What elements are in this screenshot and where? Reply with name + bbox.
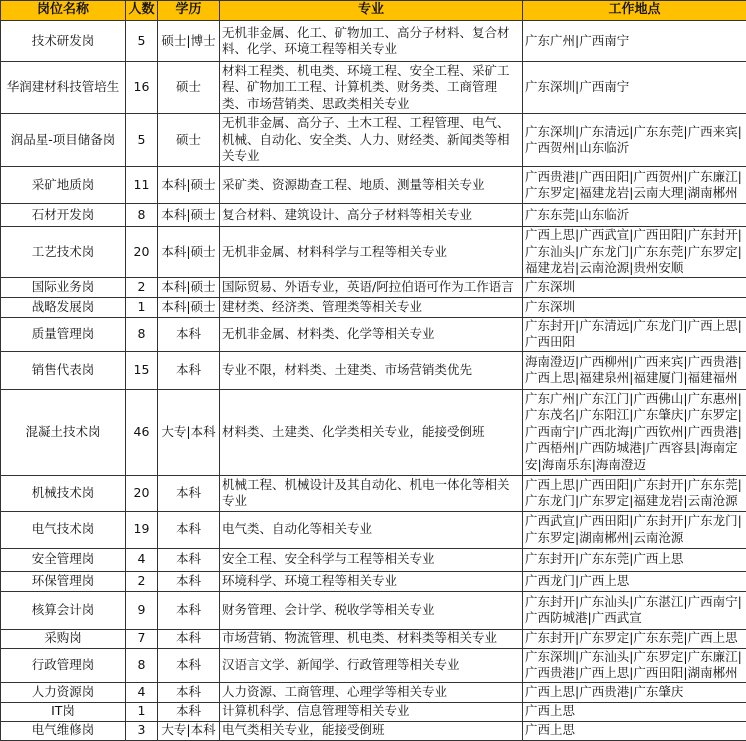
table-row	[1, 591, 746, 629]
count-cell: 8	[126, 204, 158, 227]
count-cell: 2	[126, 571, 158, 591]
position-cell: 石材开发岗	[1, 204, 126, 227]
location-cell: 广东封开|广东东莞|广西上思	[523, 548, 746, 571]
count-cell: 1	[126, 297, 158, 317]
major-cell: 材料工程类、机电类、环境工程、安全工程、采矿工程、矿物加工工程、计算机类、财务类、工商管理类、市场营销类、思政类相关专业	[220, 62, 523, 114]
header-position: 岗位名称	[1, 1, 126, 21]
position-cell: 战略发展岗	[1, 297, 126, 317]
count-cell: 20	[126, 227, 158, 278]
location-cell: 广东封开|广东罗定|广东东莞|广西上思	[523, 629, 746, 648]
education-cell: 本科	[158, 317, 220, 351]
education-cell: 本科	[158, 629, 220, 648]
count-cell: 5	[126, 114, 158, 167]
education-cell: 硕士	[158, 62, 220, 114]
header-education: 学历	[158, 1, 220, 21]
major-cell: 电气类、自动化等相关专业	[220, 511, 523, 548]
location-cell: 广东东莞|山东临沂	[523, 204, 746, 227]
location-cell: 广西上思|广西武宣|广西田阳|广东封开|广东汕头|广东龙门|广东东莞|广东罗定|福建龙岩|云南沧源|贵州安顺	[523, 227, 746, 278]
major-cell: 复合材料、建筑设计、高分子材料等相关专业	[220, 204, 523, 227]
education-cell: 大专|本科	[158, 721, 220, 740]
position-cell: 混凝土技术岗	[1, 389, 126, 475]
position-cell: 核算会计岗	[1, 591, 126, 629]
count-cell: 16	[126, 62, 158, 114]
table-row	[1, 227, 746, 278]
education-cell: 本科	[158, 648, 220, 682]
table-row	[1, 571, 746, 591]
table-row	[1, 62, 746, 114]
position-cell: 机械技术岗	[1, 475, 126, 511]
table-row	[1, 21, 746, 62]
major-cell: 无机非金属、材料类、化学等相关专业	[220, 317, 523, 351]
count-cell: 8	[126, 648, 158, 682]
table-row	[1, 277, 746, 297]
table-row	[1, 648, 746, 682]
education-cell: 本科	[158, 548, 220, 571]
major-cell: 财务管理、会计学、税收学等相关专业	[220, 591, 523, 629]
count-cell: 8	[126, 317, 158, 351]
position-cell: 技术研发岗	[1, 21, 126, 62]
education-cell: 本科	[158, 682, 220, 702]
position-cell: 销售代表岗	[1, 351, 126, 389]
major-cell: 人力资源、工商管理、心理学等相关专业	[220, 682, 523, 702]
major-cell: 专业不限，材料类、土建类、市场营销类优先	[220, 351, 523, 389]
major-cell: 汉语言文学、新闻学、行政管理等相关专业	[220, 648, 523, 682]
table-row	[1, 389, 746, 475]
table-row	[1, 204, 746, 227]
education-cell: 本科	[158, 511, 220, 548]
count-cell: 1	[126, 702, 158, 721]
location-cell: 广西上思	[523, 702, 746, 721]
count-cell: 7	[126, 629, 158, 648]
header-location: 工作地点	[523, 1, 746, 21]
location-cell: 广西武宣|广西田阳|广东封开|广东龙门|广东罗定|湖南郴州|云南沧源	[523, 511, 746, 548]
education-cell: 本科|硕士	[158, 227, 220, 278]
position-cell: IT岗	[1, 702, 126, 721]
table-row	[1, 682, 746, 702]
position-cell: 国际业务岗	[1, 277, 126, 297]
location-cell: 广西上思|广西贵港|广东肇庆	[523, 682, 746, 702]
major-cell: 电气类相关专业，能接受倒班	[220, 721, 523, 740]
location-cell: 广东封开|广东汕头|广东湛江|广西南宁|广西防城港|广西武宣	[523, 591, 746, 629]
major-cell: 采矿类、资源勘查工程、地质、测量等相关专业	[220, 167, 523, 204]
count-cell: 11	[126, 167, 158, 204]
location-cell: 广西上思	[523, 721, 746, 740]
major-cell: 机械工程、机械设计及其自动化、机电一体化等相关专业	[220, 475, 523, 511]
count-cell: 46	[126, 389, 158, 475]
position-cell: 环保管理岗	[1, 571, 126, 591]
position-cell: 人力资源岗	[1, 682, 126, 702]
position-cell: 质量管理岗	[1, 317, 126, 351]
location-cell: 广东广州|广东江门|广西佛山|广东惠州|广东茂名|广东阳江|广东肇庆|广东罗定|广西南宁|广西北海|广西钦州|广西贵港|广西梧州|广西防城港|广西容县|海南定安|海南乐东|海南澄迈	[523, 389, 746, 475]
location-cell: 广东封开|广东清远|广东龙门|广西上思|广西田阳	[523, 317, 746, 351]
header-row	[1, 1, 746, 21]
position-cell: 行政管理岗	[1, 648, 126, 682]
major-cell: 材料类、土建类、化学类相关专业，能接受倒班	[220, 389, 523, 475]
position-cell: 电气维修岗	[1, 721, 126, 740]
header-major: 专业	[220, 1, 523, 21]
location-cell: 广西贵港|广西田阳|广西贺州|广东廉江|广东罗定|福建龙岩|云南大理|湖南郴州	[523, 167, 746, 204]
table-row	[1, 297, 746, 317]
count-cell: 5	[126, 21, 158, 62]
position-cell: 安全管理岗	[1, 548, 126, 571]
table-row	[1, 167, 746, 204]
position-cell: 工艺技术岗	[1, 227, 126, 278]
count-cell: 9	[126, 591, 158, 629]
location-cell: 广西龙门|广西上思	[523, 571, 746, 591]
table-row	[1, 511, 746, 548]
count-cell: 19	[126, 511, 158, 548]
count-cell: 3	[126, 721, 158, 740]
table-row	[1, 351, 746, 389]
table-row	[1, 702, 746, 721]
count-cell: 15	[126, 351, 158, 389]
education-cell: 本科	[158, 351, 220, 389]
major-cell: 建材类、经济类、管理类等相关专业	[220, 297, 523, 317]
header-count: 人数	[126, 1, 158, 21]
major-cell: 无机非金属、高分子、土木工程、工程管理、电气、机械、自动化、安全类、人力、财经类、新闻类等相关专业	[220, 114, 523, 167]
table-row	[1, 317, 746, 351]
count-cell: 4	[126, 682, 158, 702]
location-cell: 海南澄迈|广西柳州|广西来宾|广西贵港|广西上思|福建泉州|福建厦门|福建福州	[523, 351, 746, 389]
location-cell: 广东深圳|广西南宁	[523, 62, 746, 114]
education-cell: 本科	[158, 475, 220, 511]
education-cell: 本科|硕士	[158, 277, 220, 297]
major-cell: 安全工程、安全科学与工程等相关专业	[220, 548, 523, 571]
education-cell: 大专|本科	[158, 389, 220, 475]
education-cell: 本科|硕士	[158, 204, 220, 227]
major-cell: 市场营销、物流管理、机电类、材料类等相关专业	[220, 629, 523, 648]
location-cell: 广东深圳	[523, 277, 746, 297]
count-cell: 4	[126, 548, 158, 571]
location-cell: 广东广州|广西南宁	[523, 21, 746, 62]
position-cell: 华润建材科技管培生	[1, 62, 126, 114]
location-cell: 广东深圳|广东清远|广东东莞|广西来宾|广西贺州|山东临沂	[523, 114, 746, 167]
major-cell: 计算机科学、信息管理等相关专业	[220, 702, 523, 721]
location-cell: 广东深圳|广东汕头|广东罗定|广东廉江|广西贵港|广西上思|广西田阳|湖南郴州	[523, 648, 746, 682]
position-cell: 润品星-项目储备岗	[1, 114, 126, 167]
education-cell: 硕士	[158, 114, 220, 167]
education-cell: 本科	[158, 591, 220, 629]
major-cell: 无机非金属、化工、矿物加工、高分子材料、复合材料、化学、环境工程等相关专业	[220, 21, 523, 62]
education-cell: 本科|硕士	[158, 297, 220, 317]
count-cell: 20	[126, 475, 158, 511]
major-cell: 环境科学、环境工程等相关专业	[220, 571, 523, 591]
count-cell: 2	[126, 277, 158, 297]
table-row	[1, 475, 746, 511]
table-row	[1, 548, 746, 571]
table-row	[1, 629, 746, 648]
position-cell: 采购岗	[1, 629, 126, 648]
location-cell: 广东深圳	[523, 297, 746, 317]
major-cell: 无机非金属、材料科学与工程等相关专业	[220, 227, 523, 278]
location-cell: 广西上思|广西田阳|广东封开|广东东莞|广东龙门|广东罗定|福建龙岩|云南沧源	[523, 475, 746, 511]
education-cell: 硕士|博士	[158, 21, 220, 62]
education-cell: 本科|硕士	[158, 167, 220, 204]
position-cell: 采矿地质岗	[1, 167, 126, 204]
position-cell: 电气技术岗	[1, 511, 126, 548]
table-row	[1, 721, 746, 740]
table-row	[1, 114, 746, 167]
major-cell: 国际贸易、外语专业，英语/阿拉伯语可作为工作语言	[220, 277, 523, 297]
education-cell: 本科	[158, 702, 220, 721]
education-cell: 本科	[158, 571, 220, 591]
